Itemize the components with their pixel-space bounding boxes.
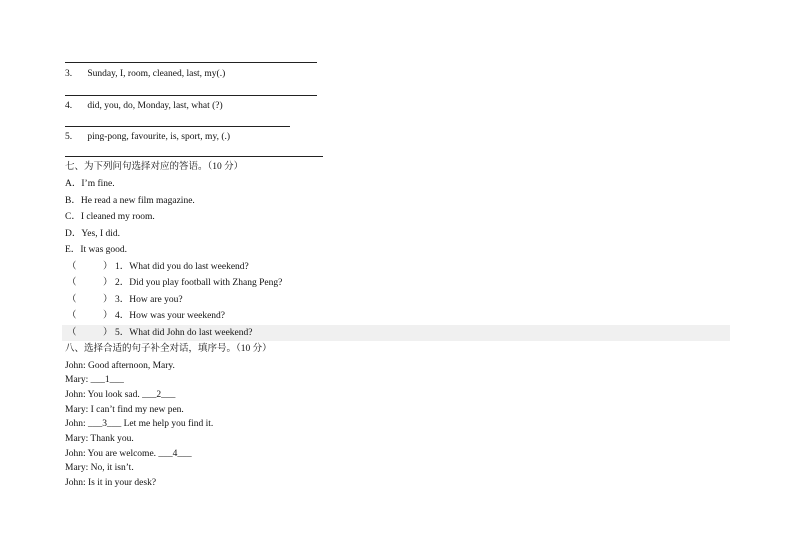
dialogue-line: John: ___3___ Let me help you find it.: [65, 419, 214, 429]
question-2: （ ） 2．Did you play football with Zhang Peng?: [67, 278, 283, 288]
section7-title: 七、为下列问句选择对应的答语。（10 分）: [65, 162, 244, 172]
reorder-item-4: 4. did, you, do, Monday, last, what (?): [65, 101, 223, 111]
answer-line: [65, 156, 323, 157]
option-c: C．I cleaned my room.: [65, 212, 155, 222]
reorder-item-5: 5. ping-pong, favourite, is, sport, my, (.): [65, 132, 231, 142]
dialogue-line: John: Is it in your desk?: [65, 478, 157, 488]
question-3: （ ） 3．How are you?: [67, 295, 183, 305]
option-b: B．He read a new film magazine.: [65, 196, 195, 206]
reorder-item-3: 3. Sunday, I, room, cleaned, last, my(.): [65, 69, 226, 79]
question-1: （ ） 1．What did you do last weekend?: [67, 262, 249, 272]
answer-line: [65, 62, 317, 63]
dialogue-line: John: You look sad. ___2___: [65, 390, 176, 400]
option-d: D．Yes, I did.: [65, 229, 121, 239]
option-e: E．It was good.: [65, 245, 128, 255]
question-4: （ ） 4．How was your weekend?: [67, 311, 226, 321]
dialogue-line: Mary: I can’t find my new pen.: [65, 405, 184, 415]
answer-line: [65, 95, 317, 96]
answer-line: [65, 126, 290, 127]
section8-title: 八、选择合适的句子补全对话，填序号。（10 分）: [65, 344, 272, 354]
dialogue-line: John: Good afternoon, Mary.: [65, 361, 175, 371]
question-5: （ ） 5．What did John do last weekend?: [67, 328, 253, 338]
dialogue-line: Mary: No, it isn’t.: [65, 463, 134, 473]
dialogue-line: Mary: Thank you.: [65, 434, 134, 444]
dialogue-line: Mary: ___1___: [65, 375, 124, 385]
dialogue-line: John: You are welcome. ___4___: [65, 449, 192, 459]
option-a: A．I’m fine.: [65, 179, 115, 189]
